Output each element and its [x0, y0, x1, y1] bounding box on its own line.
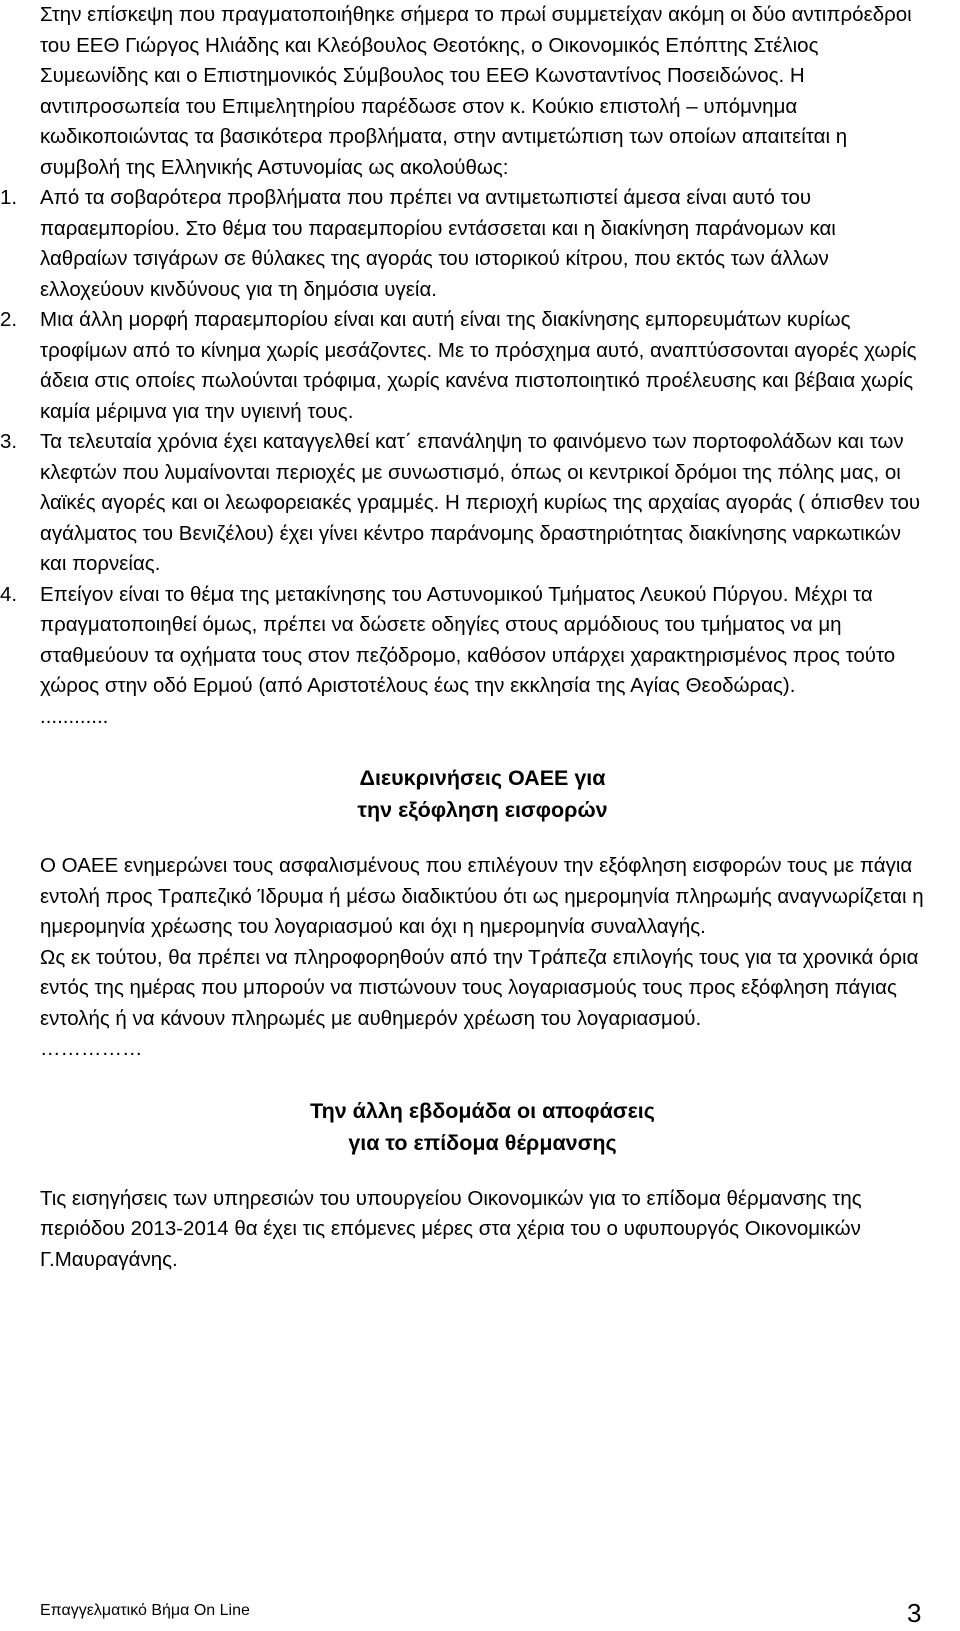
list-item-number: 3.	[0, 430, 18, 453]
footer-source: Επαγγελματικό Βήμα On Line	[40, 1602, 250, 1619]
list-item-number: 1.	[0, 186, 18, 209]
section-heading	[40, 1095, 925, 1159]
separator-dots: ……………	[40, 1037, 143, 1060]
section-paragraph: Ο ΟΑΕΕ ενημερώνει τους ασφαλισμένους που επιλέγουν την εξόφληση εισφορών τους με πάγια εντολή προς Τραπεζικό Ίδρυμα ή μέσω διαδικτύου ότι ως ημερομηνία πληρωμής αναγνωρίζεται η ημερομηνία χρέωσης του λογαριασμού και όχι η ημερομηνία συναλλαγής.	[40, 854, 924, 938]
list-item	[0, 427, 925, 580]
heading-line: Την άλλη εβδομάδα οι αποφάσεις	[310, 1098, 655, 1123]
list-item-text: Μια άλλη μορφή παραεμπορίου είναι και αυτή είναι της διακίνησης εμπορευμάτων κυρίως τροφίμων από το κίνημα χωρίς μεσάζοντες. Με το πρόσχημα αυτό, αναπτύσσονται αγορές χωρίς άδεια στις οποίες πωλούνται τρόφιμα, χωρίς κανένα πιστοποιητικό προέλευσης και βέβαια χωρίς καμία μέριμνα για την υγιεινή τους.	[40, 308, 917, 423]
list-item-number: 4.	[0, 582, 18, 606]
separator-dots: ............	[40, 704, 109, 728]
page-number: 3	[907, 1598, 922, 1628]
list-item-text: Τα τελευταία χρόνια έχει καταγγελθεί κατ΄ επανάληψη το φαινόμενο των πορτοφολάδων και των κλεφτών που λυμαίνονται περιοχές με συνωστισμό, όπως οι κεντρικοί δρόμοι της πόλης μας, οι λαϊκές αγορές και οι λεωφορειακές γραμμές. Η περιοχή κυρίως της αρχαίας αγοράς ( όπισθεν του αγάλματος του Βενιζέλου) έχει γίνει κέντρο παράνομης δραστηριότητας διακίνησης ναρκωτικών και πορνείας.	[40, 430, 921, 575]
heading-line: Διευκρινήσεις ΟΑΕΕ για	[359, 766, 606, 790]
heading-line: για το επίδομα θέρμανσης	[348, 1130, 617, 1155]
list-item-text: Από τα σοβαρότερα προβλήματα που πρέπει να αντιμετωπιστεί άμεσα είναι αυτό του παραεμπορίου. Στο θέμα του παραεμπορίου εντάσσεται και η διακίνηση παράνομων και λαθραίων τσιγάρων σε θύλακες της αγοράς του ιστορικού κίτρου, που εκτός των άλλων ελλοχεύουν κινδύνους για τη δημόσια υγεία.	[40, 186, 836, 301]
list-item-text: Επείγον είναι το θέμα της μετακίνησης του Αστυνομικού Τμήματος Λευκού Πύργου. Μέχρι τα πραγματοποιηθεί όμως, πρέπει να δώσετε οδηγίες στους αρμόδιους του τμήματος να μη σταθμεύουν τα οχήματα τους στον πεζόδρομο, καθόσον υπάρχει χαρακτηρισμένος προς τούτο χώρος στην οδό Ερμού (από Αριστοτέλους έως την εκκλησία της Αγίας Θεοδώρας).	[40, 582, 896, 697]
section-paragraph: Ως εκ τούτου, θα πρέπει να πληροφορηθούν από την Τράπεζα επιλογής τους για τα χρονικά όρια εντός της ημέρας που μπορούν να πιστώνουν τους λογαριασμούς τους προς εξόφληση πάγιας εντολής ή να κάνουν πληρωμές με αυθημερόν χρέωση του λογαριασμού.	[40, 945, 919, 1030]
heading-line: την εξόφληση εισφορών	[357, 798, 608, 822]
section-paragraph: Τις εισηγήσεις των υπηρεσιών του υπουργείου Οικονομικών για το επίδομα θέρμανσης της περιόδου 2013-2014 θα έχει τις επόμενες μέρες στα χέρια του ο υφυπουργός Οικονομικών Γ.Μαυραγάνης.	[40, 1186, 862, 1271]
list-item-number: 2.	[0, 308, 18, 331]
problems-list	[0, 183, 925, 702]
section-heading	[40, 762, 925, 826]
list-item	[0, 183, 925, 305]
list-item	[0, 580, 925, 702]
intro-paragraph: Στην επίσκεψη που πραγματοποιήθηκε σήμερα το πρωί συμμετείχαν ακόμη οι δύο αντιπρόεδροι του ΕΕΘ Γιώργος Ηλιάδης και Κλεόβουλος Θεοτόκης, ο Οικονομικός Επόπτης Στέλιος Συμεωνίδης και ο Επιστημονικός Σύμβουλος του ΕΕΘ Κωνσταντίνος Ποσειδώνος. Η αντιπροσωπεία του Επιμελητηρίου παρέδωσε στον κ. Κούκιο επιστολή – υπόμνημα κωδικοποιώντας τα βασικότερα προβλήματα, στην αντιμετώπιση των οποίων απαιτείται η συμβολή της Ελληνικής Αστυνομίας ως ακολούθως:	[40, 3, 912, 179]
list-item	[0, 305, 925, 427]
